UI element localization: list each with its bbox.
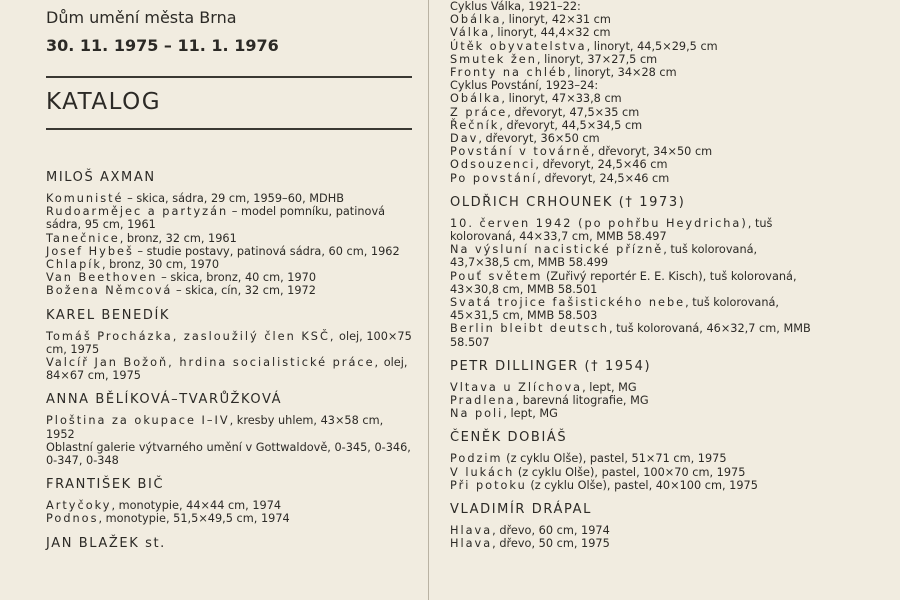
header-rule-top: [46, 76, 412, 78]
work-title: Chlapík: [46, 258, 102, 272]
work-entry: [450, 243, 820, 269]
work-details: , lept, MG: [582, 380, 637, 394]
work-entry: [46, 330, 412, 356]
works-list: [46, 499, 412, 525]
work-title: Božena Němcová: [46, 284, 173, 298]
artist-section: [46, 170, 412, 298]
work-title: Fronty na chléb: [450, 66, 568, 80]
artist-name: JAN BLAŽEK st.: [46, 535, 166, 551]
work-entry: [450, 172, 820, 185]
work-details: , tuš kolorovaná, 43,7×38,5 cm, MMB 58.499: [450, 243, 758, 270]
work-title: 10. červen 1942 (po pohřbu Heydricha): [450, 216, 748, 230]
work-title: Po povstání: [450, 171, 538, 185]
work-title: Pradlena: [450, 394, 516, 408]
work-title: Útěk obyvatelstva: [450, 39, 587, 53]
artist-name: FRANTIŠEK BIČ: [46, 477, 165, 493]
column-divider: [428, 0, 429, 600]
work-details: Cyklus Povstání, 1923–24:: [450, 79, 599, 93]
work-title: Svatá trojice fašistického nebe: [450, 296, 686, 310]
work-title: Berlin bleibt deutsch: [450, 322, 609, 336]
work-details: – skica, sádra, 29 cm, 1959–60, MDHB: [123, 192, 344, 205]
work-title: Obálka: [450, 92, 502, 106]
work-entry: [46, 441, 412, 467]
works-list: [450, 217, 820, 349]
work-title: Odsouzenci: [450, 158, 536, 172]
work-entry: [450, 466, 820, 479]
work-title: Van Beethoven: [46, 271, 158, 285]
work-details: , barevná litografie, MG: [515, 394, 649, 408]
work-title: Řečník: [450, 118, 500, 132]
works-list: [450, 452, 820, 492]
work-details: (z cyklu Olše), pastel, 40×100 cm, 1975: [526, 478, 758, 492]
work-details: , tuš kolorovaná, 45×31,5 cm, MMB 58.503: [450, 296, 780, 323]
artist-section: [46, 392, 412, 467]
work-details: olej, 100×75 cm, 1975: [46, 329, 412, 356]
work-details: Cyklus Válka, 1921–22:: [450, 0, 581, 13]
works-list: [450, 0, 820, 185]
work-title: Obálka: [450, 13, 502, 27]
work-entry: [450, 394, 820, 407]
works-list: [46, 192, 412, 298]
artist-section: [450, 195, 820, 349]
work-details: , dřevoryt, 24,5×46 cm: [537, 171, 670, 185]
work-details: – skica, bronz, 40 cm, 1970: [157, 271, 317, 285]
work-details: , kresby uhlem, 43×58 cm, 1952: [46, 414, 384, 441]
left-column: [46, 4, 412, 562]
artist-name: MILOŠ AXMAN: [46, 170, 156, 185]
work-entry: [450, 53, 820, 66]
work-title: Tomáš Procházka, zasloužilý člen KSČ,: [46, 329, 336, 343]
work-details: (Zuřivý reportér E. E. Kisch), tuš kolorovaná, 43×30,8 cm, MMB 58.501: [450, 269, 797, 296]
work-entry: [450, 13, 820, 26]
work-entry: [450, 452, 820, 465]
work-title: Hlava: [450, 537, 493, 551]
artist-section: [450, 0, 820, 185]
work-title: Z práce: [450, 105, 508, 119]
work-details: , linoryt, 44,5×29,5 cm: [586, 39, 718, 53]
work-entry: [450, 0, 820, 13]
work-title: Vltava u Zlíchova: [450, 380, 583, 394]
work-entry: [46, 192, 412, 205]
artist-section: [450, 502, 820, 550]
right-entries: [450, 0, 820, 551]
work-entry: [450, 132, 820, 145]
work-entry: [450, 407, 820, 420]
artist-section: [450, 359, 820, 421]
work-entry: [46, 512, 412, 525]
artist-section: [450, 430, 820, 492]
work-details: , linoryt, 42×31 cm: [501, 13, 611, 27]
work-title: Podnos: [46, 512, 99, 526]
artist-name: PETR DILLINGER († 1954): [450, 358, 652, 374]
work-details: , dřevoryt, 24,5×46 cm: [535, 158, 668, 172]
work-details: – model pomníku, patinová sádra, 95 cm, 1961: [46, 205, 386, 232]
work-details: , bronz, 30 cm, 1970: [101, 258, 220, 272]
work-details: , dřevoryt, 47,5×35 cm: [507, 105, 640, 119]
work-entry: [450, 322, 820, 348]
work-title: Rudoarmějec a partyzán: [46, 205, 229, 219]
work-details: , dřevoryt, 36×50 cm: [478, 132, 600, 146]
work-details: Oblastní galerie výtvarného umění v Gottwaldově, 0-345, 0-346, 0-347, 0-348: [46, 440, 411, 468]
works-list: [450, 381, 820, 421]
work-title: V lukách: [450, 465, 515, 479]
venue-name: Dům umění města Brna: [46, 8, 237, 27]
work-title: Podzim: [450, 452, 503, 466]
work-details: , dřevo, 50 cm, 1975: [492, 537, 610, 551]
catalog-title: KATALOG: [46, 89, 162, 115]
work-entry: [46, 284, 412, 297]
work-entry: [450, 145, 820, 158]
work-entry: [450, 537, 820, 550]
work-title: Ploština za okupace I–IV: [46, 414, 230, 428]
work-entry: [46, 258, 412, 271]
work-entry: [46, 245, 412, 258]
work-entry: [46, 356, 412, 382]
work-entry: [46, 205, 412, 231]
work-details: , linoryt, 34×28 cm: [567, 66, 677, 80]
work-entry: [450, 79, 820, 92]
work-details: , linoryt, 47×33,8 cm: [501, 92, 622, 106]
artist-section: [46, 308, 412, 383]
works-list: [46, 330, 412, 383]
artist-section: [46, 477, 412, 525]
work-entry: [450, 158, 820, 171]
work-title: Při potoku: [450, 478, 527, 492]
right-column: [450, 0, 820, 561]
works-list: [46, 414, 412, 467]
work-details: , tuš kolorovaná, 44×33,7 cm, MMB 58.497: [450, 216, 773, 244]
work-details: (z cyklu Olše), pastel, 51×71 cm, 1975: [502, 452, 727, 466]
work-details: , dřevoryt, 44,5×34,5 cm: [499, 118, 643, 132]
work-details: (z cyklu Olše), pastel, 100×70 cm, 1975: [514, 465, 746, 479]
work-title: Povstání v továrně: [450, 145, 591, 159]
work-entry: [46, 271, 412, 284]
work-details: , lept, MG: [503, 407, 558, 421]
work-entry: [450, 381, 820, 394]
header-rule-bottom: [46, 128, 412, 130]
work-title: Hlava: [450, 524, 493, 538]
left-entries: [46, 170, 412, 552]
work-details: , bronz, 32 cm, 1961: [119, 231, 237, 245]
work-entry: [450, 66, 820, 79]
work-entry: [450, 479, 820, 492]
work-title: Pouť světem: [450, 269, 543, 283]
work-details: olej, 84×67 cm, 1975: [46, 356, 408, 383]
work-details: , monotypie, 51,5×49,5 cm, 1974: [98, 512, 290, 526]
exhibition-dates: 30. 11. 1975 – 11. 1. 1976: [46, 36, 279, 55]
artist-name: ČENĚK DOBIÁŠ: [450, 430, 568, 446]
work-details: , dřevo, 60 cm, 1974: [492, 524, 610, 538]
work-entry: [450, 92, 820, 105]
work-title: Josef Hybeš: [46, 244, 134, 258]
work-title: Artyčoky: [46, 499, 112, 513]
work-entry: [46, 499, 412, 512]
work-details: – skica, cín, 32 cm, 1972: [172, 284, 316, 298]
work-entry: [46, 232, 412, 245]
work-entry: [450, 26, 820, 39]
work-title: Válka: [450, 26, 491, 40]
work-entry: [450, 270, 820, 296]
artist-name: ANNA BĚLÍKOVÁ–TVARŮŽKOVÁ: [46, 392, 283, 408]
works-list: [450, 524, 820, 550]
work-entry: [450, 524, 820, 537]
artist-section: [46, 536, 412, 552]
work-entry: [450, 296, 820, 322]
work-title: Valcíř Jan Božoň, hrdina socialistické práce,: [46, 356, 381, 370]
work-title: Smutek žen: [450, 52, 537, 66]
work-title: Dav: [450, 132, 479, 146]
work-title: Tanečnice: [46, 231, 120, 245]
work-title: Na výsluní nacistické přízně: [450, 243, 664, 257]
artist-name: OLDŘICH CRHOUNEK († 1973): [450, 194, 686, 210]
artist-name: VLADIMÍR DRÁPAL: [450, 502, 592, 518]
work-details: , linoryt, 37×27,5 cm: [536, 52, 658, 66]
artist-name: KAREL BENEDÍK: [46, 307, 171, 323]
work-details: , dřevoryt, 34×50 cm: [590, 145, 713, 159]
work-entry: [46, 414, 412, 440]
work-title: Na poli: [450, 407, 504, 421]
work-entry: [450, 40, 820, 53]
work-entry: [450, 106, 820, 119]
work-details: , linoryt, 44,4×32 cm: [490, 26, 611, 40]
work-entry: [450, 119, 820, 132]
work-title: Komunisté: [46, 192, 124, 205]
work-entry: [450, 217, 820, 243]
work-details: , tuš kolorovaná, 46×32,7 cm, MMB 58.507: [450, 322, 811, 349]
work-details: , monotypie, 44×44 cm, 1974: [111, 499, 282, 513]
work-details: – studie postavy, patinová sádra, 60 cm, 1962: [133, 244, 400, 258]
